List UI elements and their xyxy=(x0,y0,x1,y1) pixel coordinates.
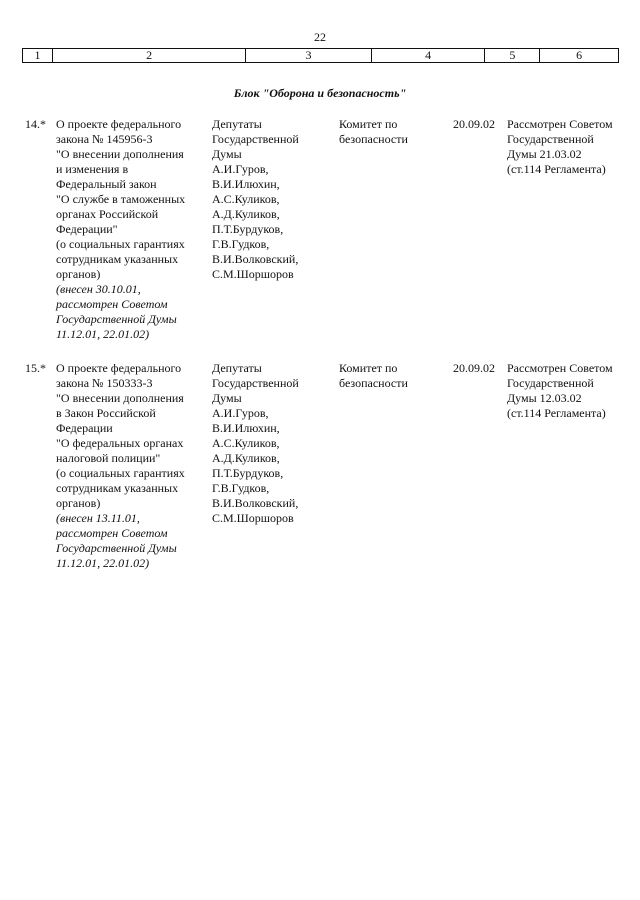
column-number-5: 5 xyxy=(485,49,540,62)
text-line: Федеральный закон xyxy=(56,177,157,191)
text-line: Федерации xyxy=(56,421,113,435)
bill-title xyxy=(56,361,206,571)
entry-date: 20.09.02 xyxy=(453,361,495,375)
text-line: рассмотрен Советом xyxy=(56,526,168,540)
column-number-1: 1 xyxy=(23,49,53,62)
responsible-committee xyxy=(339,361,444,391)
text-line: А.С.Куликов, xyxy=(212,436,280,450)
text-line: Государственной xyxy=(212,376,299,390)
text-line: Государственной xyxy=(507,376,594,390)
text-line: органах Российской xyxy=(56,207,159,221)
bill-authors xyxy=(212,361,330,526)
text-line: "О федеральных органах xyxy=(56,436,184,450)
text-line: Думы xyxy=(212,147,242,161)
text-line: А.Д.Куликов, xyxy=(212,451,280,465)
text-line: П.Т.Бурдуков, xyxy=(212,222,284,236)
text-line: безопасности xyxy=(339,132,408,146)
entry-status xyxy=(507,117,627,177)
text-line: Депутаты xyxy=(212,361,262,375)
text-line: в Закон Российской xyxy=(56,406,156,420)
entry-status xyxy=(507,361,627,421)
text-line: Комитет по xyxy=(339,361,398,375)
text-line: В.И.Волковский, xyxy=(212,496,299,510)
text-line: Государственной Думы xyxy=(56,541,177,555)
text-line: сотрудникам указанных xyxy=(56,481,179,495)
text-line: органов) xyxy=(56,496,101,510)
text-line: (ст.114 Регламента) xyxy=(507,162,606,176)
text-line: сотрудникам указанных xyxy=(56,252,179,266)
responsible-committee xyxy=(339,117,444,147)
text-line: П.Т.Бурдуков, xyxy=(212,466,284,480)
text-line: В.И.Илюхин, xyxy=(212,177,280,191)
text-line: закона № 150333-3 xyxy=(56,376,153,390)
column-number-header xyxy=(22,48,619,63)
text-line: Рассмотрен Советом xyxy=(507,361,613,375)
text-line: налоговой полиции" xyxy=(56,451,161,465)
text-line: А.И.Гуров, xyxy=(212,406,269,420)
bill-authors xyxy=(212,117,330,282)
text-line: (внесен 13.11.01, xyxy=(56,511,140,525)
text-line: (о социальных гарантиях xyxy=(56,466,185,480)
text-line: В.И.Волковский, xyxy=(212,252,299,266)
text-line: закона № 145956-3 xyxy=(56,132,153,146)
text-line: С.М.Шоршоров xyxy=(212,267,294,281)
text-line: Думы xyxy=(212,391,242,405)
text-line: Рассмотрен Советом xyxy=(507,117,613,131)
text-line: и изменения в xyxy=(56,162,129,176)
text-line: А.Д.Куликов, xyxy=(212,207,280,221)
text-line: О проекте федерального xyxy=(56,117,182,131)
text-line: "О службе в таможенных xyxy=(56,192,186,206)
text-line: В.И.Илюхин, xyxy=(212,421,280,435)
column-number-6: 6 xyxy=(576,48,583,62)
text-line: Государственной Думы xyxy=(56,312,177,326)
text-line: С.М.Шоршоров xyxy=(212,511,294,525)
text-line: 11.12.01, 22.01.02) xyxy=(56,556,150,570)
text-line: Государственной xyxy=(212,132,299,146)
text-line: рассмотрен Советом xyxy=(56,297,168,311)
text-line: Думы 12.03.02 xyxy=(507,391,582,405)
text-line: "О внесении дополнения xyxy=(56,147,184,161)
text-line: органов) xyxy=(56,267,101,281)
text-line: Комитет по xyxy=(339,117,398,131)
column-number-2: 2 xyxy=(53,49,246,62)
text-line: О проекте федерального xyxy=(56,361,182,375)
text-line: (ст.114 Регламента) xyxy=(507,406,606,420)
text-line: Г.В.Гудков, xyxy=(212,481,270,495)
entry-date: 20.09.02 xyxy=(453,117,495,131)
column-number-3: 3 xyxy=(246,49,372,62)
text-line: Г.В.Гудков, xyxy=(212,237,270,251)
bill-title xyxy=(56,117,206,342)
text-line: 11.12.01, 22.01.02) xyxy=(56,327,150,341)
text-line: А.С.Куликов, xyxy=(212,192,280,206)
text-line: Государственной xyxy=(507,132,594,146)
text-line: Федерации" xyxy=(56,222,118,236)
entry-number: 14.* xyxy=(25,117,46,131)
text-line: Думы 21.03.02 xyxy=(507,147,582,161)
text-line: Депутаты xyxy=(212,117,262,131)
text-line: А.И.Гуров, xyxy=(212,162,269,176)
block-title: Блок "Оборона и безопасность" xyxy=(233,86,407,100)
text-line: (о социальных гарантиях xyxy=(56,237,185,251)
entry-number: 15.* xyxy=(25,361,46,375)
text-line: "О внесении дополнения xyxy=(56,391,184,405)
column-number-4: 4 xyxy=(372,49,486,62)
page-number: 22 xyxy=(314,30,326,44)
text-line: (внесен 30.10.01, xyxy=(56,282,141,296)
text-line: безопасности xyxy=(339,376,408,390)
